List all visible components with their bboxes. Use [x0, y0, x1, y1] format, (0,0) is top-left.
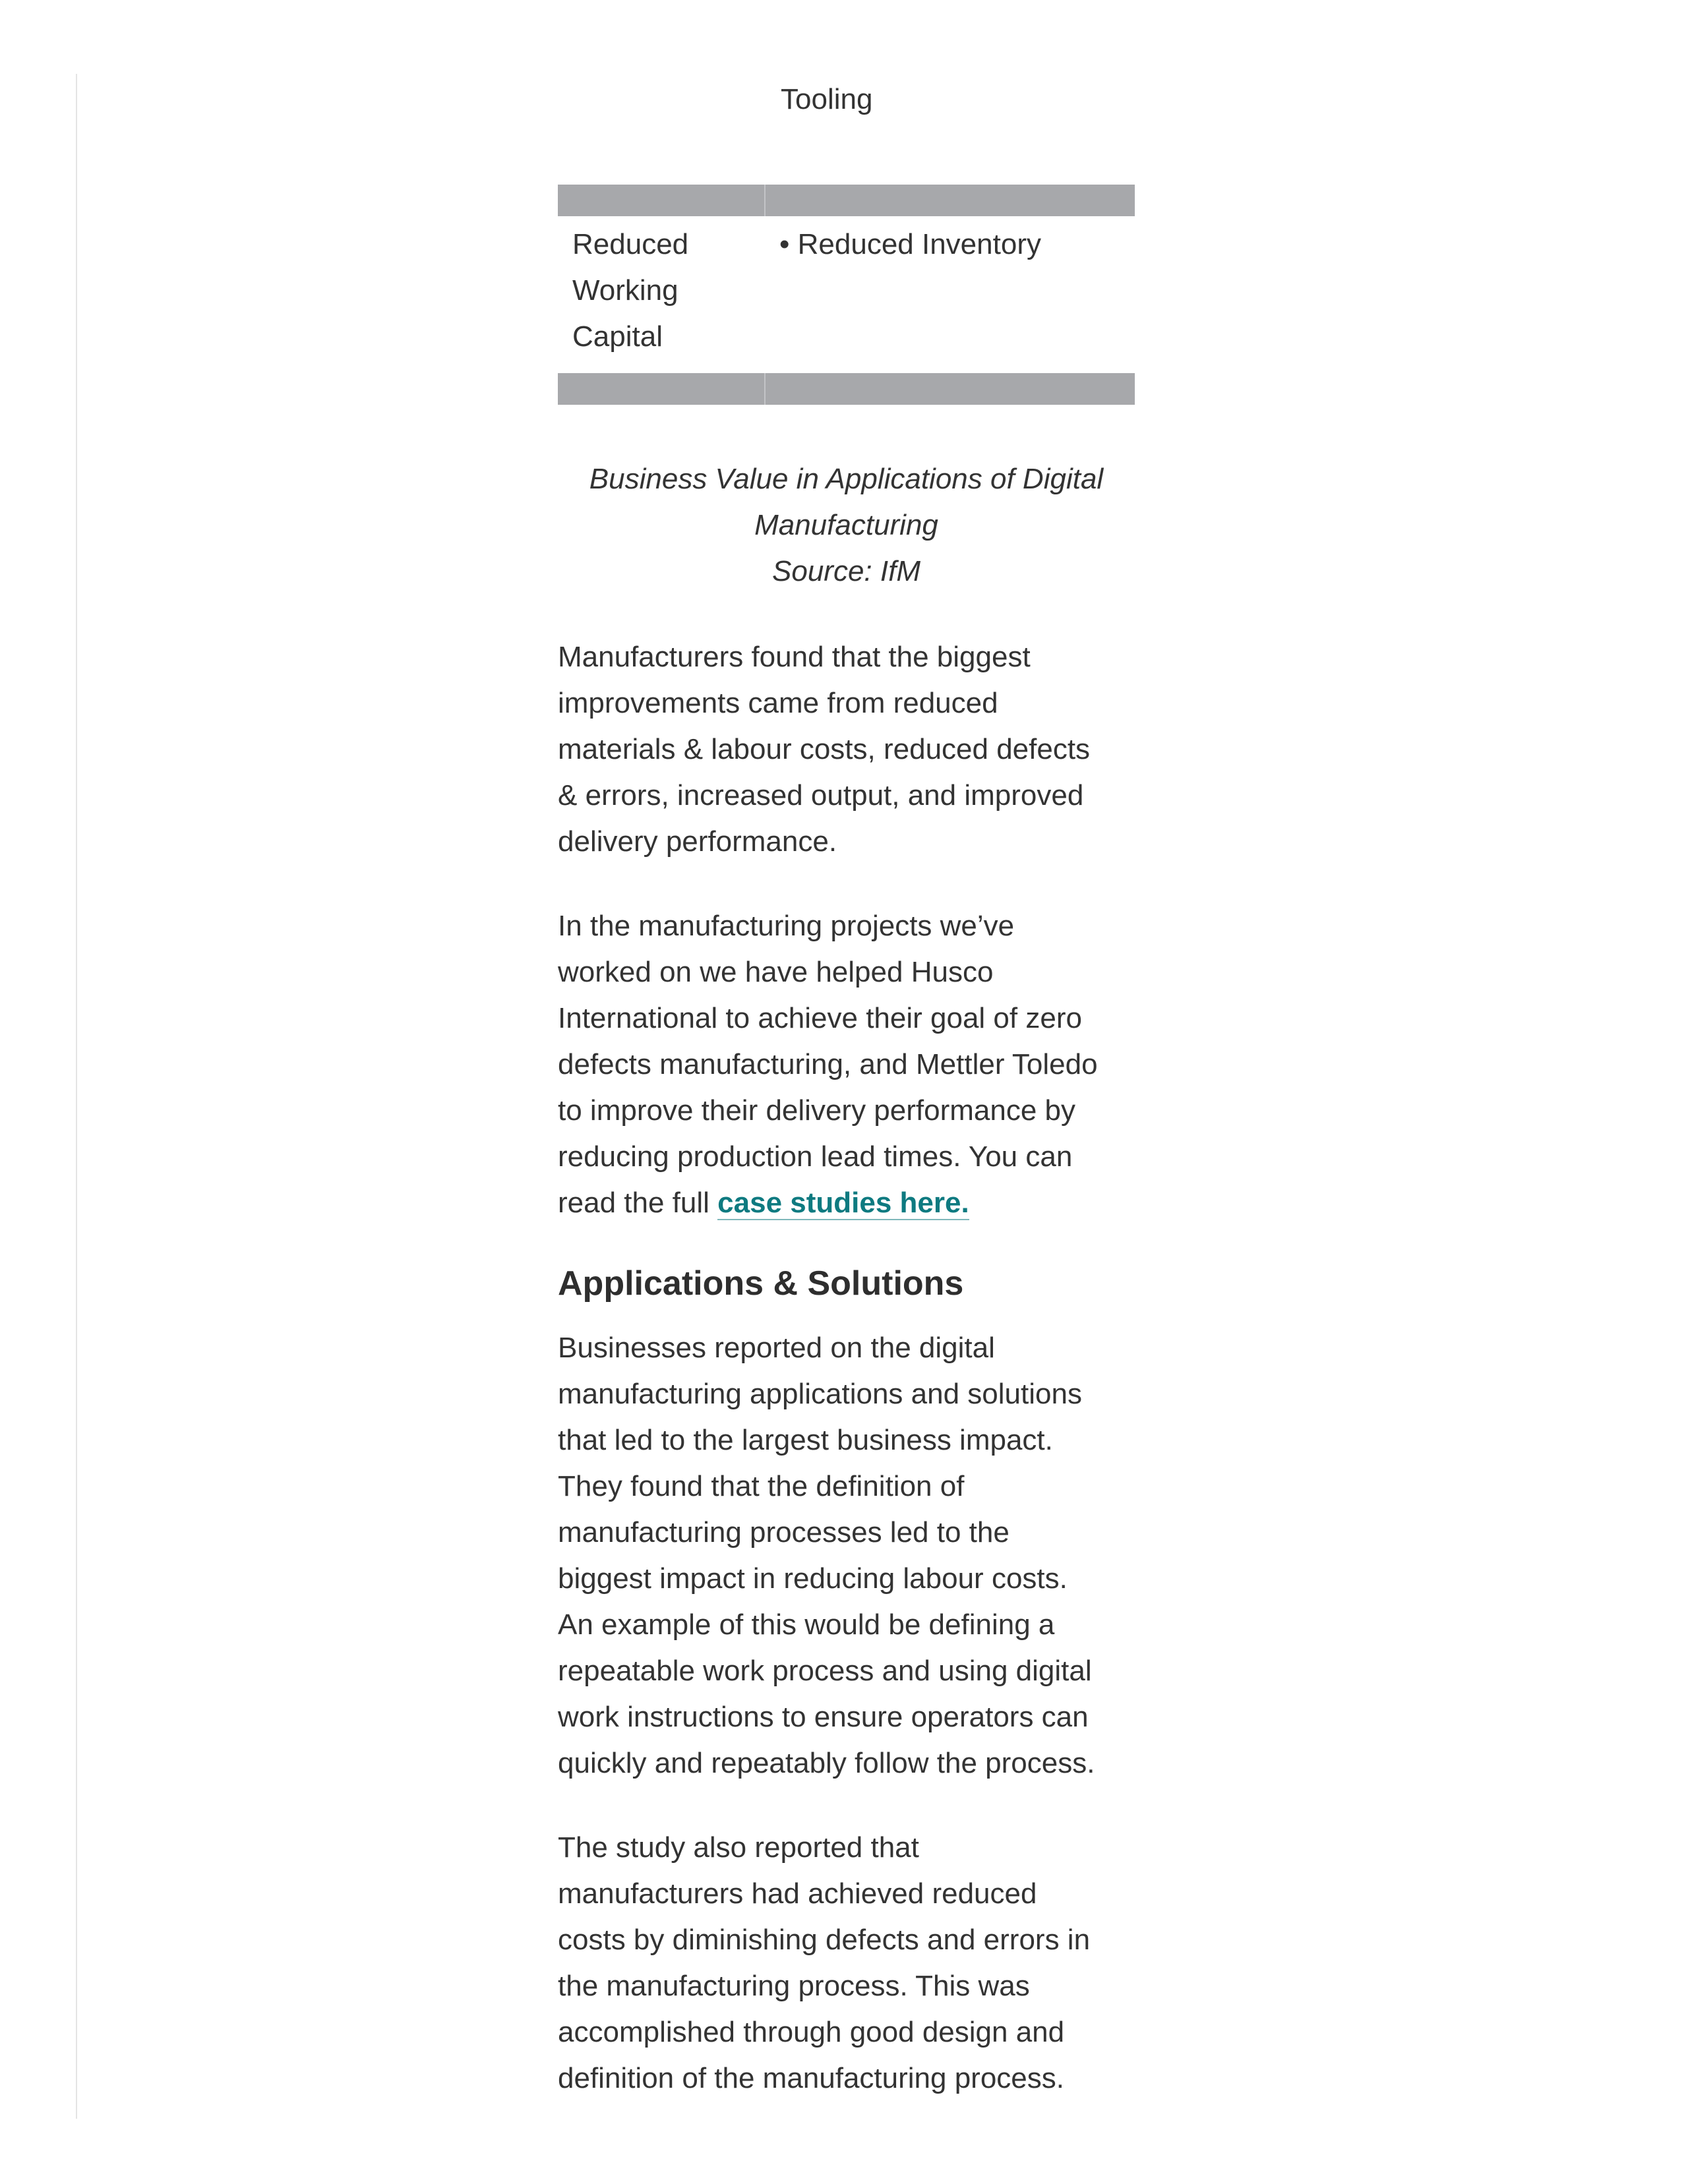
text-line: manufacturing applications and solutions [558, 1378, 1082, 1410]
text-line: improvements came from reduced [558, 687, 998, 719]
text-line: manufacturing processes led to the [558, 1516, 1010, 1549]
text-line: An example of this would be defining a [558, 1608, 1055, 1641]
table-band-cell [765, 373, 1135, 405]
text-line: repeatable work process and using digital [558, 1655, 1092, 1687]
text-line: manufacturers had achieved reduced [558, 1877, 1037, 1910]
text-line: The study also reported that [558, 1831, 919, 1864]
caption-line: Business Value in Applications of Digital [589, 463, 1104, 495]
text-line: Businesses reported on the digital [558, 1332, 995, 1364]
link-prefix-text: read the full [558, 1187, 718, 1219]
table-band-bottom [558, 373, 1135, 405]
text-line: & errors, increased output, and improved [558, 779, 1084, 812]
text-line-with-link [558, 1180, 1135, 1226]
text-line: In the manufacturing projects we’ve [558, 910, 1015, 942]
left-border-rule [76, 74, 77, 2119]
text-line: quickly and repeatably follow the process. [558, 1747, 1095, 1779]
text-line: Manufacturers found that the biggest [558, 641, 1031, 673]
business-value-table [558, 185, 1135, 405]
text-line: definition of the manufacturing process. [558, 2062, 1065, 2094]
table-row-label [558, 216, 765, 373]
text-line: that led to the largest business impact. [558, 1424, 1053, 1456]
paragraph-study [558, 1825, 1135, 2102]
text-line: the manufacturing process. This was [558, 1970, 1030, 2002]
table-row-label-line: Capital [572, 320, 663, 353]
case-studies-link[interactable]: case studies here. [717, 1187, 969, 1219]
text-line: costs by diminishing defects and errors in [558, 1924, 1091, 1956]
table-band-cell [558, 373, 765, 405]
caption-source: Source: IfM [772, 555, 920, 587]
table-band-cell [558, 185, 765, 216]
paragraph-findings [558, 634, 1135, 865]
text-line: to improve their delivery performance by [558, 1094, 1075, 1127]
table-previous-row-label: Tooling [781, 83, 873, 115]
paragraph-projects [558, 903, 1135, 1226]
text-line: worked on we have helped Husco [558, 956, 994, 988]
table-row-label-line: Working [572, 274, 678, 307]
text-line: delivery performance. [558, 825, 837, 858]
table-band-cell [765, 185, 1135, 216]
text-line: work instructions to ensure operators can [558, 1701, 1089, 1733]
table-caption [558, 456, 1135, 595]
table-band-top [558, 185, 1135, 216]
text-line: They found that the definition of [558, 1470, 965, 1502]
text-line: biggest impact in reducing labour costs. [558, 1562, 1068, 1595]
caption-line: Manufacturing [754, 509, 938, 541]
section-heading: Applications & Solutions [558, 1264, 964, 1303]
text-line: reducing production lead times. You can [558, 1140, 1073, 1173]
text-line: International to achieve their goal of zero [558, 1002, 1082, 1034]
table-row-value: • Reduced Inventory [779, 228, 1041, 260]
table-row [558, 216, 1135, 373]
table-row-label-line: Reduced [572, 228, 689, 260]
text-line: defects manufacturing, and Mettler Toledo [558, 1048, 1098, 1080]
paragraph-applications [558, 1325, 1135, 1786]
text-line: accomplished through good design and [558, 2016, 1065, 2048]
text-line: materials & labour costs, reduced defects [558, 733, 1091, 765]
